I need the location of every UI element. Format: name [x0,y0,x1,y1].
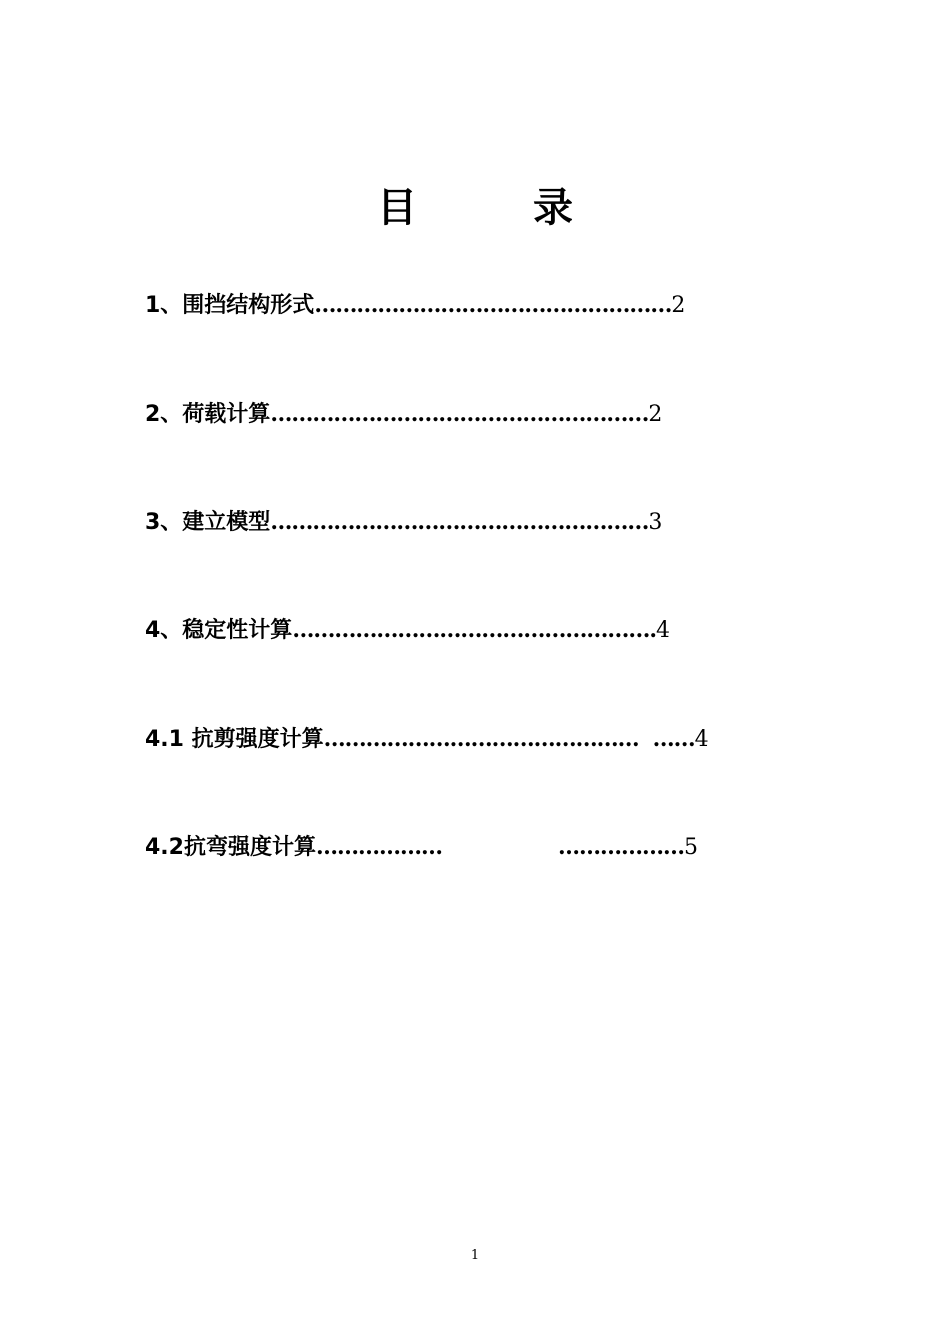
toc-entry-label: 4.1 抗剪强度计算 [145,727,324,752]
toc-entry [145,724,785,755]
page-number: 1 [470,1248,480,1263]
toc-entry-leader: ……………… [315,834,442,860]
toc-entry [145,399,785,430]
toc-entry-label: 4.2抗弯强度计算 [145,835,316,860]
toc-entry-page: 4 [694,727,709,752]
toc-entry-leader: ……………………………………… [323,726,639,752]
toc-entry-leader: ……………… [557,834,684,860]
toc-entry [145,832,785,863]
toc-entry-leader: …………………………………………… [314,292,672,318]
toc-entry [145,615,785,646]
toc-entry [145,290,785,321]
toc-entry-label: 1、围挡结构形式 [145,293,315,318]
toc-entry [145,507,785,538]
toc-entry-page: 2 [648,402,663,427]
toc-entry-page: 5 [683,835,698,860]
toc-entry-page: 2 [671,293,686,318]
toc-entry-page: 4 [655,618,670,643]
toc-entry-label: 4、稳定性计算 [145,618,293,643]
toc-entry-leader: …… [652,726,695,752]
toc-entry-page: 3 [648,510,663,535]
toc-entry-leader: ……………………………………………. [292,617,656,643]
toc-entry-leader: ……………………………………………… [270,401,649,427]
toc-entry-leader: ……………………………………………… [270,509,649,535]
toc-entry-label: 3、建立模型 [145,510,271,535]
toc-entry-label: 2、荷载计算 [145,402,271,427]
page-title: 目 录 [377,185,611,231]
